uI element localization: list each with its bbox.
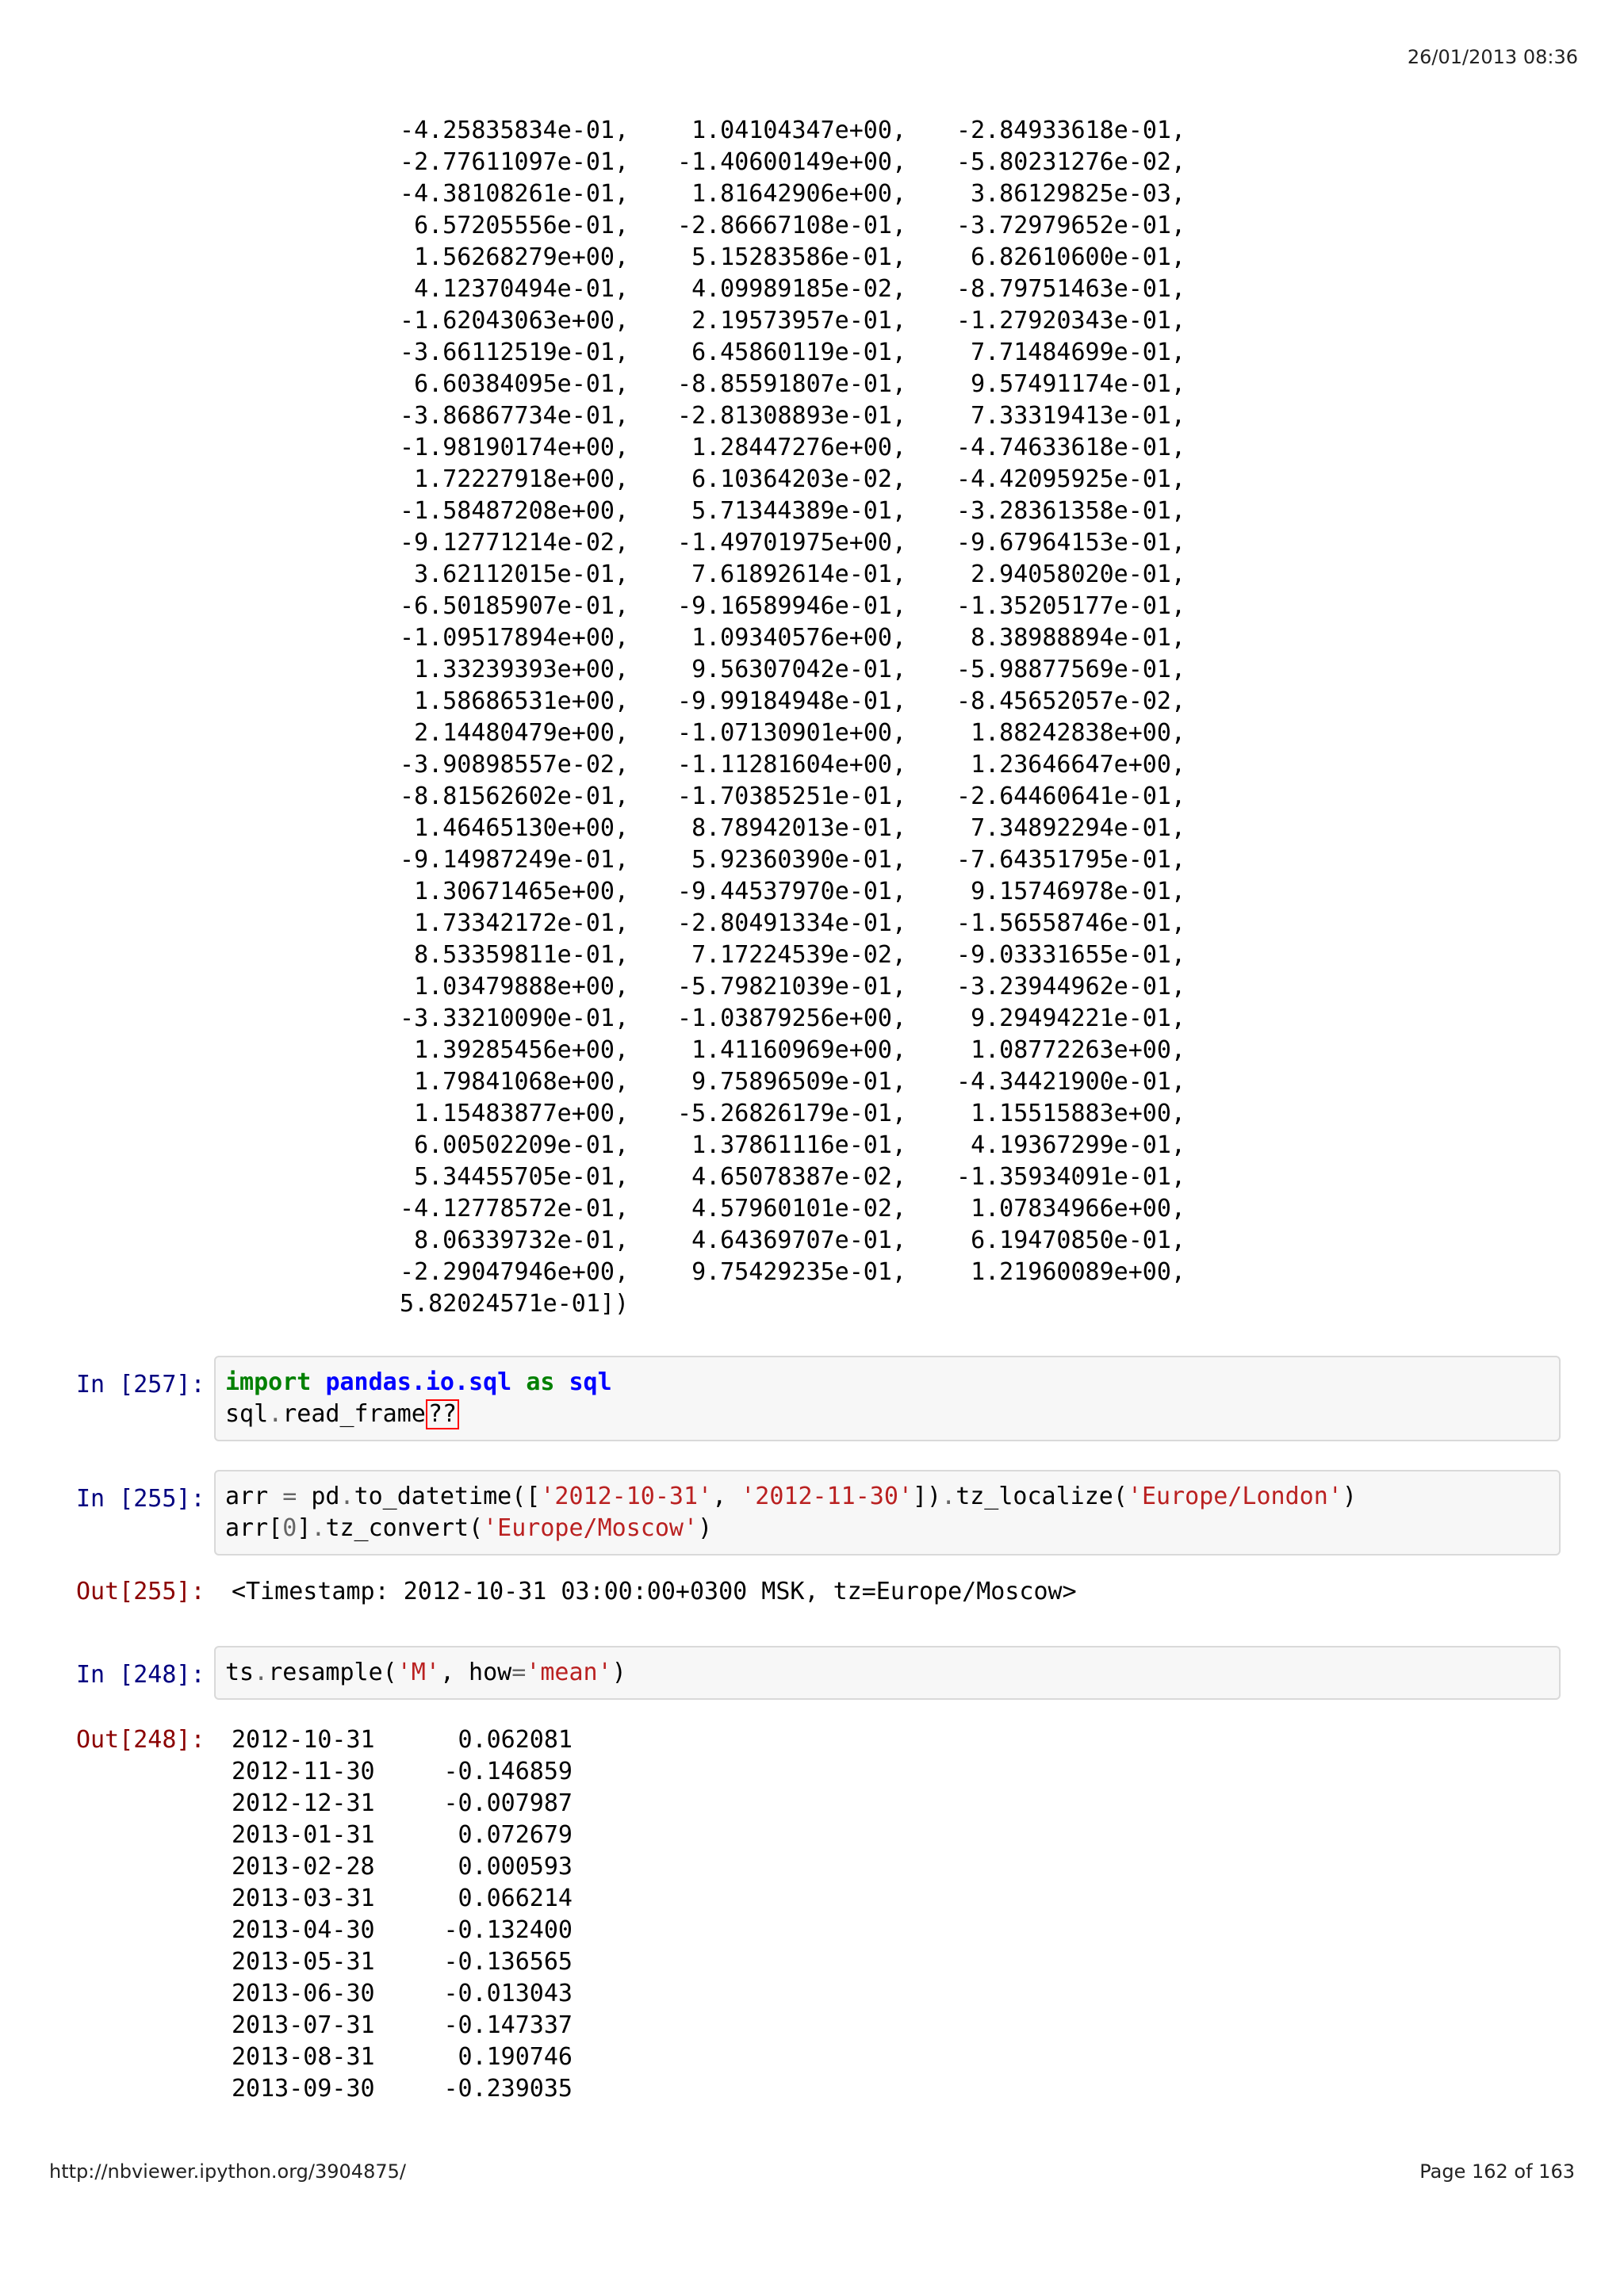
array-value: 1.07834966e+00, bbox=[971, 1195, 1185, 1223]
array-value: 4.19367299e-01, bbox=[971, 1131, 1185, 1159]
array-value: 9.57491174e-01, bbox=[971, 370, 1185, 398]
array-row bbox=[355, 1193, 1185, 1225]
array-value: 1.21960089e+00, bbox=[971, 1258, 1185, 1286]
code-token: pd bbox=[297, 1483, 340, 1510]
array-value: 2.19573957e-01, bbox=[691, 307, 906, 335]
array-value: -1.09517894e+00, bbox=[400, 624, 629, 652]
series-value: -0.147337 bbox=[443, 2011, 573, 2039]
code-token: sql bbox=[225, 1400, 269, 1428]
array-value: 1.28447276e+00, bbox=[691, 434, 906, 461]
array-value: 5.71344389e-01, bbox=[691, 497, 906, 525]
series-date: 2013-08-31 bbox=[232, 2043, 375, 2071]
array-value: 1.37861116e-01, bbox=[691, 1131, 906, 1159]
array-value: -2.80491334e-01, bbox=[677, 909, 906, 937]
array-value: 7.33319413e-01, bbox=[971, 402, 1185, 430]
code-token: read_frame bbox=[282, 1400, 426, 1428]
series-date: 2013-05-31 bbox=[232, 1948, 375, 1976]
print-footer-url: http://nbviewer.ipython.org/3904875/ bbox=[49, 2160, 406, 2183]
array-value: 1.15483877e+00, bbox=[414, 1100, 629, 1127]
array-value: -4.12778572e-01, bbox=[400, 1195, 629, 1223]
array-value: 3.86129825e-03, bbox=[971, 180, 1185, 208]
code-string: '2012-10-31' bbox=[540, 1483, 713, 1510]
code-token: tz_localize( bbox=[956, 1483, 1128, 1510]
series-value: -0.239035 bbox=[443, 2075, 573, 2103]
series-value: 0.066214 bbox=[458, 1885, 573, 1912]
array-value: 4.09989185e-02, bbox=[691, 275, 906, 303]
code-token: to_datetime([ bbox=[354, 1483, 541, 1510]
code-token: tz_convert( bbox=[325, 1514, 484, 1542]
code-token: arr[ bbox=[225, 1514, 283, 1542]
array-row bbox=[355, 1225, 1185, 1257]
array-row bbox=[355, 115, 1185, 147]
array-value: 9.75896509e-01, bbox=[691, 1068, 906, 1096]
module-name: pandas.io.sql bbox=[325, 1368, 512, 1396]
array-value: 6.60384095e-01, bbox=[414, 370, 629, 398]
array-value: 1.30671465e+00, bbox=[414, 878, 629, 905]
array-row bbox=[355, 274, 1185, 305]
array-value: 1.56268279e+00, bbox=[414, 243, 629, 271]
output-text-255: <Timestamp: 2012-10-31 03:00:00+0300 MSK, tz=Europe/Moscow> bbox=[232, 1578, 1077, 1605]
series-row bbox=[232, 1724, 573, 1756]
array-value bbox=[906, 1288, 1185, 1320]
array-value bbox=[629, 1288, 906, 1320]
array-row bbox=[355, 464, 1185, 496]
array-value: 9.75429235e-01, bbox=[691, 1258, 906, 1286]
code-token: . bbox=[311, 1514, 326, 1542]
code-string: 'Europe/Moscow' bbox=[483, 1514, 699, 1542]
array-value: 1.33239393e+00, bbox=[414, 656, 629, 683]
code-token: = bbox=[282, 1483, 297, 1510]
series-date: 2013-03-31 bbox=[232, 1885, 375, 1912]
array-value: -1.98190174e+00, bbox=[400, 434, 629, 461]
array-value: -9.12771214e-02, bbox=[400, 529, 629, 557]
array-value: 6.19470850e-01, bbox=[971, 1226, 1185, 1254]
series-date: 2013-09-30 bbox=[232, 2075, 375, 2103]
array-value: 7.61892614e-01, bbox=[691, 561, 906, 588]
code-token: . bbox=[941, 1483, 956, 1510]
array-value: 8.78942013e-01, bbox=[691, 814, 906, 842]
array-row bbox=[355, 1066, 1185, 1098]
code-number: 0 bbox=[282, 1514, 297, 1542]
array-value: 1.39285456e+00, bbox=[414, 1036, 629, 1064]
array-value: 6.57205556e-01, bbox=[414, 212, 629, 239]
code-token: , how bbox=[439, 1659, 512, 1686]
series-row bbox=[232, 1756, 573, 1788]
array-value: -1.11281604e+00, bbox=[677, 751, 906, 779]
series-date: 2013-06-30 bbox=[232, 1980, 375, 2007]
array-value: -2.64460641e-01, bbox=[956, 783, 1185, 810]
array-row bbox=[355, 369, 1185, 400]
array-value: -1.03879256e+00, bbox=[677, 1004, 906, 1032]
array-value: -9.99184948e-01, bbox=[677, 687, 906, 715]
array-row bbox=[355, 622, 1185, 654]
series-value: 0.072679 bbox=[458, 1821, 573, 1849]
array-value: -9.03331655e-01, bbox=[956, 941, 1185, 969]
array-row bbox=[355, 1035, 1185, 1066]
array-row bbox=[355, 1288, 1185, 1320]
array-value: 7.71484699e-01, bbox=[971, 339, 1185, 366]
array-row bbox=[355, 749, 1185, 781]
array-value: 4.64369707e-01, bbox=[691, 1226, 906, 1254]
series-value: -0.013043 bbox=[443, 1980, 573, 2007]
array-value: 8.53359811e-01, bbox=[414, 941, 629, 969]
code-token: resample( bbox=[268, 1659, 397, 1686]
array-value: -1.49701975e+00, bbox=[677, 529, 906, 557]
code-line-248-1 bbox=[225, 1657, 626, 1689]
print-footer-page-number: Page 162 of 163 bbox=[1419, 2160, 1575, 2183]
code-token: . bbox=[254, 1659, 269, 1686]
array-value: -4.25835834e-01, bbox=[400, 117, 629, 144]
array-value: 1.09340576e+00, bbox=[691, 624, 906, 652]
code-token: . bbox=[339, 1483, 354, 1510]
array-value: -2.77611097e-01, bbox=[400, 148, 629, 176]
series-value: -0.136565 bbox=[443, 1948, 573, 1976]
code-line-255-2 bbox=[225, 1513, 712, 1544]
keyword-import: import bbox=[225, 1368, 312, 1396]
code-token: ]) bbox=[913, 1483, 942, 1510]
array-value: 8.06339732e-01, bbox=[414, 1226, 629, 1254]
array-value: 7.17224539e-02, bbox=[691, 941, 906, 969]
array-value: -4.42095925e-01, bbox=[956, 465, 1185, 493]
module-alias: sql bbox=[569, 1368, 612, 1396]
array-value: -8.79751463e-01, bbox=[956, 275, 1185, 303]
array-value: 6.00502209e-01, bbox=[414, 1131, 629, 1159]
array-value: 1.73342172e-01, bbox=[414, 909, 629, 937]
array-value: 2.94058020e-01, bbox=[971, 561, 1185, 588]
array-row bbox=[355, 591, 1185, 622]
array-value: -5.80231276e-02, bbox=[956, 148, 1185, 176]
array-value: 6.82610600e-01, bbox=[971, 243, 1185, 271]
array-value: 4.65078387e-02, bbox=[691, 1163, 906, 1191]
code-token: = bbox=[511, 1659, 527, 1686]
series-date: 2013-01-31 bbox=[232, 1821, 375, 1849]
input-prompt-255: In [255]: bbox=[76, 1485, 205, 1513]
array-value: 1.41160969e+00, bbox=[691, 1036, 906, 1064]
series-date: 2012-11-30 bbox=[232, 1758, 375, 1785]
series-date: 2012-12-31 bbox=[232, 1789, 375, 1817]
output-prompt-255: Out[255]: bbox=[76, 1578, 205, 1605]
code-line-257-1 bbox=[225, 1367, 612, 1399]
series-row bbox=[232, 2042, 573, 2073]
array-value: -3.23944962e-01, bbox=[956, 973, 1185, 1001]
array-value: -1.70385251e-01, bbox=[677, 783, 906, 810]
array-row bbox=[355, 527, 1185, 559]
array-value: -5.79821039e-01, bbox=[677, 973, 906, 1001]
array-value: 1.04104347e+00, bbox=[691, 117, 906, 144]
input-prompt-248: In [248]: bbox=[76, 1661, 205, 1689]
array-value: -9.67964153e-01, bbox=[956, 529, 1185, 557]
code-string: 'Europe/London' bbox=[1127, 1483, 1342, 1510]
array-value: 1.79841068e+00, bbox=[414, 1068, 629, 1096]
series-date: 2013-02-28 bbox=[232, 1853, 375, 1881]
code-token: , bbox=[712, 1483, 741, 1510]
array-value: -1.40600149e+00, bbox=[677, 148, 906, 176]
series-row bbox=[232, 1788, 573, 1820]
array-value: 5.92360390e-01, bbox=[691, 846, 906, 874]
array-row bbox=[355, 908, 1185, 939]
code-token: ] bbox=[297, 1514, 312, 1542]
array-value: 4.57960101e-02, bbox=[691, 1195, 906, 1223]
array-value: -9.16589946e-01, bbox=[677, 592, 906, 620]
array-value: -4.34421900e-01, bbox=[956, 1068, 1185, 1096]
code-token: ) bbox=[1342, 1483, 1357, 1510]
series-value: 0.000593 bbox=[458, 1853, 573, 1881]
array-row bbox=[355, 242, 1185, 274]
code-token: . bbox=[268, 1400, 283, 1428]
array-value: -9.14987249e-01, bbox=[400, 846, 629, 874]
array-row bbox=[355, 559, 1185, 591]
array-row bbox=[355, 781, 1185, 813]
array-row bbox=[355, 1161, 1185, 1193]
array-row bbox=[355, 1098, 1185, 1130]
array-value: -1.62043063e+00, bbox=[400, 307, 629, 335]
array-value: 3.62112015e-01, bbox=[414, 561, 629, 588]
code-line-257-2 bbox=[225, 1399, 459, 1430]
array-output bbox=[355, 115, 1185, 1320]
array-value: 1.72227918e+00, bbox=[414, 465, 629, 493]
array-value: 5.15283586e-01, bbox=[691, 243, 906, 271]
series-row bbox=[232, 1915, 573, 1946]
series-date: 2013-04-30 bbox=[232, 1916, 375, 1944]
array-value: -8.85591807e-01, bbox=[677, 370, 906, 398]
array-value: -1.56558746e-01, bbox=[956, 909, 1185, 937]
array-value: 5.82024571e-01]) bbox=[400, 1290, 629, 1318]
code-token: ts bbox=[225, 1659, 255, 1686]
array-value: 1.46465130e+00, bbox=[414, 814, 629, 842]
array-row bbox=[355, 432, 1185, 464]
array-value: -3.72979652e-01, bbox=[956, 212, 1185, 239]
series-value: 0.062081 bbox=[458, 1726, 573, 1754]
array-value: -2.81308893e-01, bbox=[677, 402, 906, 430]
array-value: 1.03479888e+00, bbox=[414, 973, 629, 1001]
array-value: -3.90898557e-02, bbox=[400, 751, 629, 779]
array-row bbox=[355, 178, 1185, 210]
array-row bbox=[355, 496, 1185, 527]
array-value: -2.29047946e+00, bbox=[400, 1258, 629, 1286]
array-value: -8.45652057e-02, bbox=[956, 687, 1185, 715]
array-row bbox=[355, 813, 1185, 844]
array-row bbox=[355, 686, 1185, 718]
array-value: -3.33210090e-01, bbox=[400, 1004, 629, 1032]
array-value: 7.34892294e-01, bbox=[971, 814, 1185, 842]
series-row bbox=[232, 1946, 573, 1978]
array-value: -2.84933618e-01, bbox=[956, 117, 1185, 144]
array-value: -6.50185907e-01, bbox=[400, 592, 629, 620]
series-value: -0.132400 bbox=[443, 1916, 573, 1944]
array-value: 2.14480479e+00, bbox=[414, 719, 629, 747]
series-date: 2013-07-31 bbox=[232, 2011, 375, 2039]
array-value: 1.15515883e+00, bbox=[971, 1100, 1185, 1127]
array-value: 9.29494221e-01, bbox=[971, 1004, 1185, 1032]
array-value: 1.08772263e+00, bbox=[971, 1036, 1185, 1064]
series-output-248 bbox=[232, 1724, 573, 2105]
series-row bbox=[232, 1978, 573, 2010]
code-token: arr bbox=[225, 1483, 283, 1510]
array-value: -3.28361358e-01, bbox=[956, 497, 1185, 525]
array-value: -3.66112519e-01, bbox=[400, 339, 629, 366]
array-value: -1.35205177e-01, bbox=[956, 592, 1185, 620]
array-value: 9.15746978e-01, bbox=[971, 878, 1185, 905]
array-value: -4.38108261e-01, bbox=[400, 180, 629, 208]
input-prompt-257: In [257]: bbox=[76, 1371, 205, 1399]
array-value: -1.27920343e-01, bbox=[956, 307, 1185, 335]
array-value: 6.10364203e-02, bbox=[691, 465, 906, 493]
array-row bbox=[355, 844, 1185, 876]
array-row bbox=[355, 718, 1185, 749]
highlighted-help-operator: ?? bbox=[426, 1399, 459, 1429]
series-row bbox=[232, 1820, 573, 1851]
array-value: -3.86867734e-01, bbox=[400, 402, 629, 430]
array-row bbox=[355, 210, 1185, 242]
series-value: -0.146859 bbox=[443, 1758, 573, 1785]
array-value: -1.58487208e+00, bbox=[400, 497, 629, 525]
series-value: -0.007987 bbox=[443, 1789, 573, 1817]
array-value: -5.26826179e-01, bbox=[677, 1100, 906, 1127]
array-row bbox=[355, 876, 1185, 908]
series-row bbox=[232, 1851, 573, 1883]
array-row bbox=[355, 654, 1185, 686]
array-value: -1.35934091e-01, bbox=[956, 1163, 1185, 1191]
array-row bbox=[355, 1003, 1185, 1035]
array-value: 4.12370494e-01, bbox=[414, 275, 629, 303]
array-value: -4.74633618e-01, bbox=[956, 434, 1185, 461]
array-value: 5.34455705e-01, bbox=[414, 1163, 629, 1191]
array-value: -9.44537970e-01, bbox=[677, 878, 906, 905]
array-value: 1.81642906e+00, bbox=[691, 180, 906, 208]
array-value: 9.56307042e-01, bbox=[691, 656, 906, 683]
array-row bbox=[355, 939, 1185, 971]
array-row bbox=[355, 1257, 1185, 1288]
array-row bbox=[355, 305, 1185, 337]
series-value: 0.190746 bbox=[458, 2043, 573, 2071]
series-row bbox=[232, 2010, 573, 2042]
array-value: -8.81562602e-01, bbox=[400, 783, 629, 810]
array-value: -7.64351795e-01, bbox=[956, 846, 1185, 874]
print-header-date: 26/01/2013 08:36 bbox=[1407, 46, 1578, 68]
code-string: '2012-11-30' bbox=[741, 1483, 913, 1510]
array-row bbox=[355, 400, 1185, 432]
code-token: ) bbox=[611, 1659, 626, 1686]
array-value: 1.23646647e+00, bbox=[971, 751, 1185, 779]
array-value: -1.07130901e+00, bbox=[677, 719, 906, 747]
output-prompt-248: Out[248]: bbox=[76, 1726, 205, 1754]
code-token: ) bbox=[698, 1514, 713, 1542]
code-string: 'mean' bbox=[526, 1659, 612, 1686]
array-value: 1.58686531e+00, bbox=[414, 687, 629, 715]
array-row bbox=[355, 1130, 1185, 1161]
series-row bbox=[232, 1883, 573, 1915]
series-date: 2012-10-31 bbox=[232, 1726, 375, 1754]
array-row bbox=[355, 337, 1185, 369]
array-row bbox=[355, 971, 1185, 1003]
array-value: -2.86667108e-01, bbox=[677, 212, 906, 239]
array-value: -5.98877569e-01, bbox=[956, 656, 1185, 683]
array-value: 6.45860119e-01, bbox=[691, 339, 906, 366]
keyword-as: as bbox=[526, 1368, 555, 1396]
series-row bbox=[232, 2073, 573, 2105]
code-string: 'M' bbox=[396, 1659, 440, 1686]
code-line-255-1 bbox=[225, 1481, 1357, 1513]
array-row bbox=[355, 147, 1185, 178]
array-value: 1.88242838e+00, bbox=[971, 719, 1185, 747]
array-value: 8.38988894e-01, bbox=[971, 624, 1185, 652]
